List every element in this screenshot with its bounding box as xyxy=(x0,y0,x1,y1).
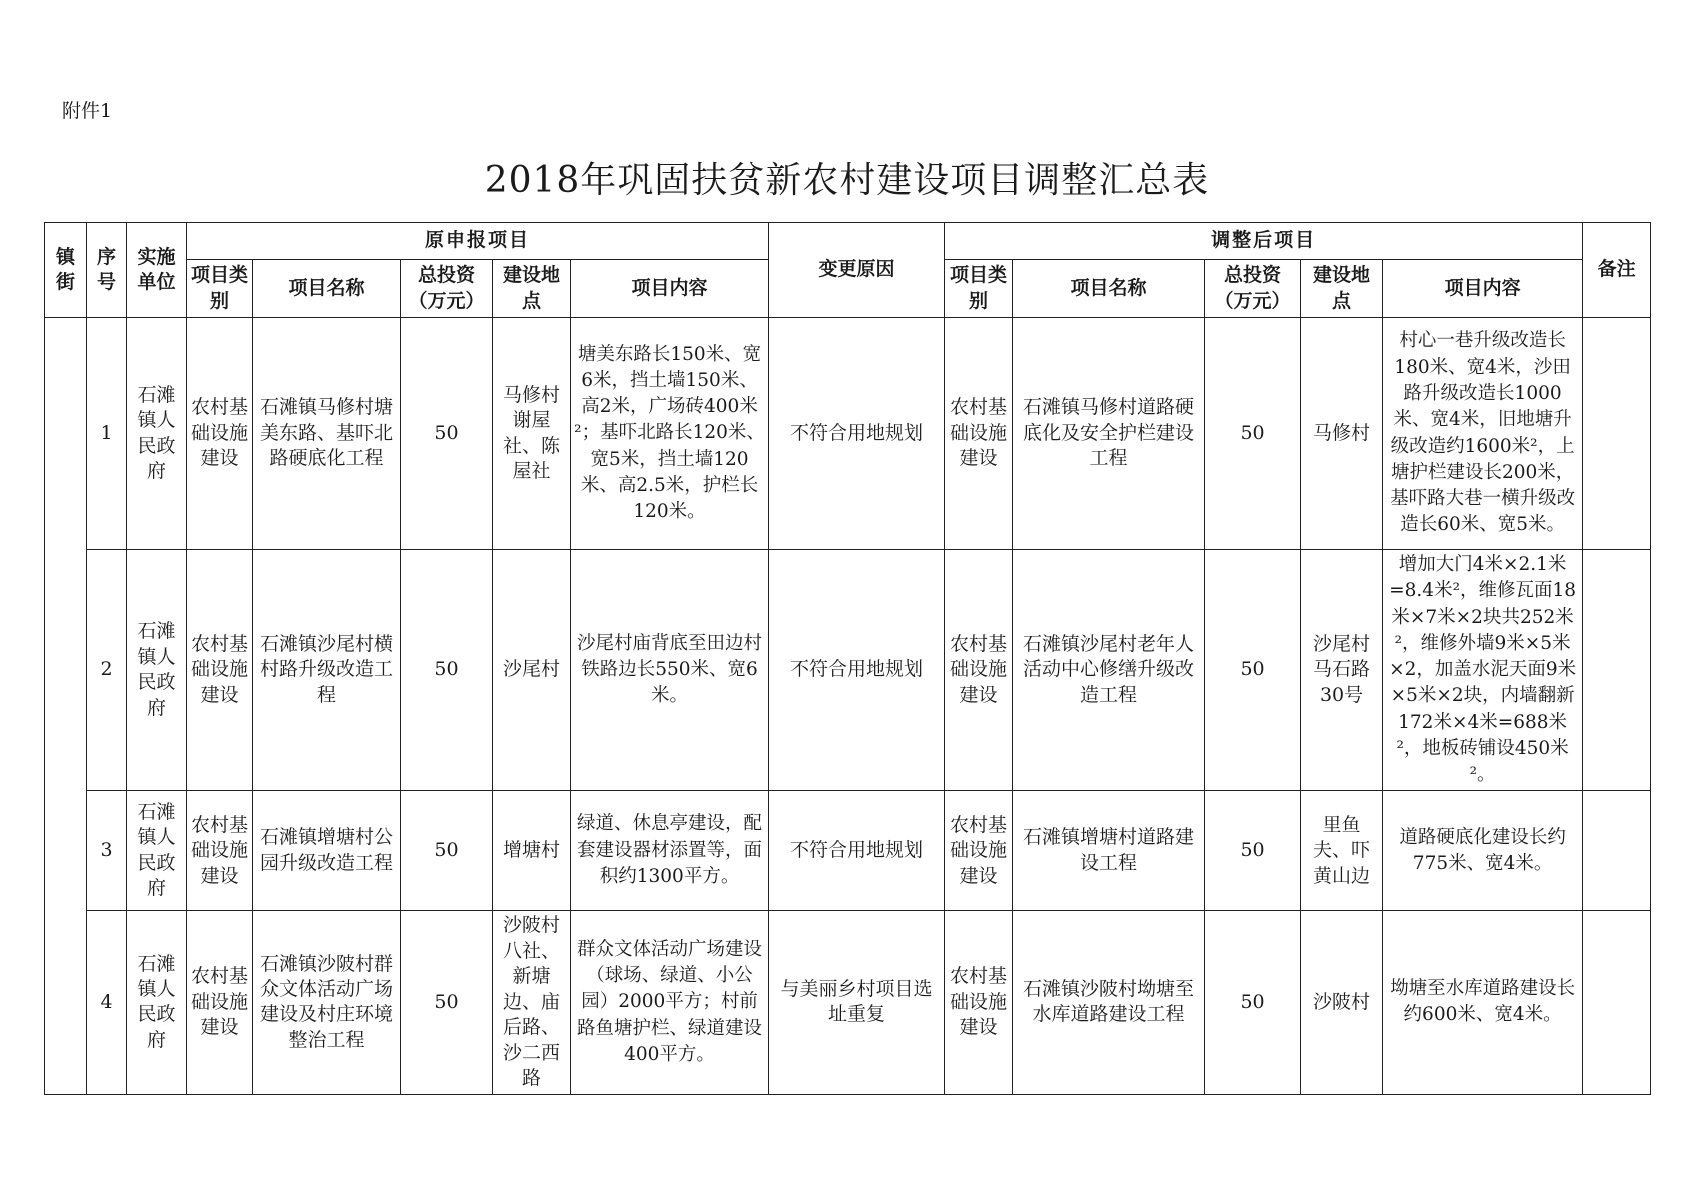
header-original-group: 原申报项目 xyxy=(187,223,769,260)
orig-content-cell: 群众文体活动广场建设（球场、绿道、小公园）2000平方；村前路鱼塘护栏、绿道建设400平方。 xyxy=(571,911,769,1094)
orig-name-cell: 石滩镇马修村塘美东路、基吓北路硬底化工程 xyxy=(253,318,401,550)
table-row xyxy=(45,550,1651,791)
adj-investment-cell: 50 xyxy=(1205,318,1301,550)
orig-content-cell: 沙尾村庙背底至田边村铁路边长550米、宽6米。 xyxy=(571,550,769,791)
orig-investment-cell: 50 xyxy=(401,318,493,550)
table-row xyxy=(45,791,1651,911)
orig-content-cell: 绿道、休息亭建设，配套建设器材添置等，面积约1300平方。 xyxy=(571,791,769,911)
adj-location-cell: 里鱼夫、吓黄山边 xyxy=(1301,791,1383,911)
orig-category-cell: 农村基础设施建设 xyxy=(187,318,253,550)
unit-cell: 石滩镇人民政府 xyxy=(127,911,187,1094)
orig-name-cell: 石滩镇沙尾村横村路升级改造工程 xyxy=(253,550,401,791)
orig-location-cell: 沙陂村八社、新塘边、庙后路、沙二西路 xyxy=(493,911,571,1094)
adj-name-cell: 石滩镇沙尾村老年人活动中心修缮升级改造工程 xyxy=(1013,550,1205,791)
header-adjusted-group: 调整后项目 xyxy=(945,223,1583,260)
header-adj-location: 建设地点 xyxy=(1301,260,1383,318)
orig-investment-cell: 50 xyxy=(401,550,493,791)
unit-cell: 石滩镇人民政府 xyxy=(127,550,187,791)
seq-cell: 1 xyxy=(87,318,127,550)
adj-investment-cell: 50 xyxy=(1205,911,1301,1094)
reason-cell: 不符合用地规划 xyxy=(769,550,945,791)
header-seq: 序号 xyxy=(87,223,127,318)
seq-cell: 2 xyxy=(87,550,127,791)
orig-category-cell: 农村基础设施建设 xyxy=(187,911,253,1094)
header-orig-content: 项目内容 xyxy=(571,260,769,318)
orig-category-cell: 农村基础设施建设 xyxy=(187,791,253,911)
adj-category-cell: 农村基础设施建设 xyxy=(945,911,1013,1094)
project-adjustment-table xyxy=(44,222,1651,1095)
orig-investment-cell: 50 xyxy=(401,911,493,1094)
header-adj-category: 项目类别 xyxy=(945,260,1013,318)
orig-name-cell: 石滩镇沙陂村群众文体活动广场建设及村庄环境整治工程 xyxy=(253,911,401,1094)
adj-investment-cell: 50 xyxy=(1205,550,1301,791)
header-unit: 实施单位 xyxy=(127,223,187,318)
adj-content-cell: 增加大门4米×2.1米=8.4米²，维修瓦面18米×7米×2块共252米²，维修外墙9米×5米×2，加盖水泥天面9米×5米×2块，内墙翻新172米×4米=688米²，地板砖铺设450米²。 xyxy=(1383,550,1583,791)
orig-location-cell: 马修村谢屋社、陈屋社 xyxy=(493,318,571,550)
adj-category-cell: 农村基础设施建设 xyxy=(945,791,1013,911)
adj-content-cell: 坳塘至水库道路建设长约600米、宽4米。 xyxy=(1383,911,1583,1094)
header-change-reason: 变更原因 xyxy=(769,223,945,318)
adj-category-cell: 农村基础设施建设 xyxy=(945,550,1013,791)
table-row xyxy=(45,318,1651,550)
header-town: 镇街 xyxy=(45,223,87,318)
orig-location-cell: 沙尾村 xyxy=(493,550,571,791)
header-orig-location: 建设地点 xyxy=(493,260,571,318)
reason-cell: 与美丽乡村项目选址重复 xyxy=(769,911,945,1094)
adj-category-cell: 农村基础设施建设 xyxy=(945,318,1013,550)
unit-cell: 石滩镇人民政府 xyxy=(127,318,187,550)
remark-cell xyxy=(1583,550,1651,791)
remark-cell xyxy=(1583,791,1651,911)
orig-location-cell: 增塘村 xyxy=(493,791,571,911)
adj-name-cell: 石滩镇增塘村道路建设工程 xyxy=(1013,791,1205,911)
header-orig-name: 项目名称 xyxy=(253,260,401,318)
header-orig-category: 项目类别 xyxy=(187,260,253,318)
adj-location-cell: 马修村 xyxy=(1301,318,1383,550)
adj-content-cell: 村心一巷升级改造长180米、宽4米，沙田路升级改造长1000米、宽4米，旧地塘升级改造约1600米²，上塘护栏建设长200米，基吓路大巷一横升级改造长60米、宽5米。 xyxy=(1383,318,1583,550)
adj-investment-cell: 50 xyxy=(1205,791,1301,911)
town-cell xyxy=(45,318,87,1095)
header-remark: 备注 xyxy=(1583,223,1651,318)
adj-content-cell: 道路硬底化建设长约775米、宽4米。 xyxy=(1383,791,1583,911)
adj-location-cell: 沙尾村马石路30号 xyxy=(1301,550,1383,791)
adj-name-cell: 石滩镇沙陂村坳塘至水库道路建设工程 xyxy=(1013,911,1205,1094)
header-adj-name: 项目名称 xyxy=(1013,260,1205,318)
orig-content-cell: 塘美东路长150米、宽6米，挡土墙150米、高2米，广场砖400米²；基吓北路长120米、宽5米，挡土墙120米、高2.5米，护栏长120米。 xyxy=(571,318,769,550)
adj-location-cell: 沙陂村 xyxy=(1301,911,1383,1094)
header-orig-investment: 总投资（万元） xyxy=(401,260,493,318)
adj-name-cell: 石滩镇马修村道路硬底化及安全护栏建设工程 xyxy=(1013,318,1205,550)
reason-cell: 不符合用地规划 xyxy=(769,318,945,550)
attachment-label: 附件1 xyxy=(62,100,113,122)
seq-cell: 4 xyxy=(87,911,127,1094)
remark-cell xyxy=(1583,911,1651,1094)
header-adj-content: 项目内容 xyxy=(1383,260,1583,318)
orig-investment-cell: 50 xyxy=(401,791,493,911)
reason-cell: 不符合用地规划 xyxy=(769,791,945,911)
page-title: 2018年巩固扶贫新农村建设项目调整汇总表 xyxy=(484,160,1210,201)
header-adj-investment: 总投资（万元） xyxy=(1205,260,1301,318)
remark-cell xyxy=(1583,318,1651,550)
table-row xyxy=(45,911,1651,1094)
unit-cell: 石滩镇人民政府 xyxy=(127,791,187,911)
seq-cell: 3 xyxy=(87,791,127,911)
orig-category-cell: 农村基础设施建设 xyxy=(187,550,253,791)
orig-name-cell: 石滩镇增塘村公园升级改造工程 xyxy=(253,791,401,911)
